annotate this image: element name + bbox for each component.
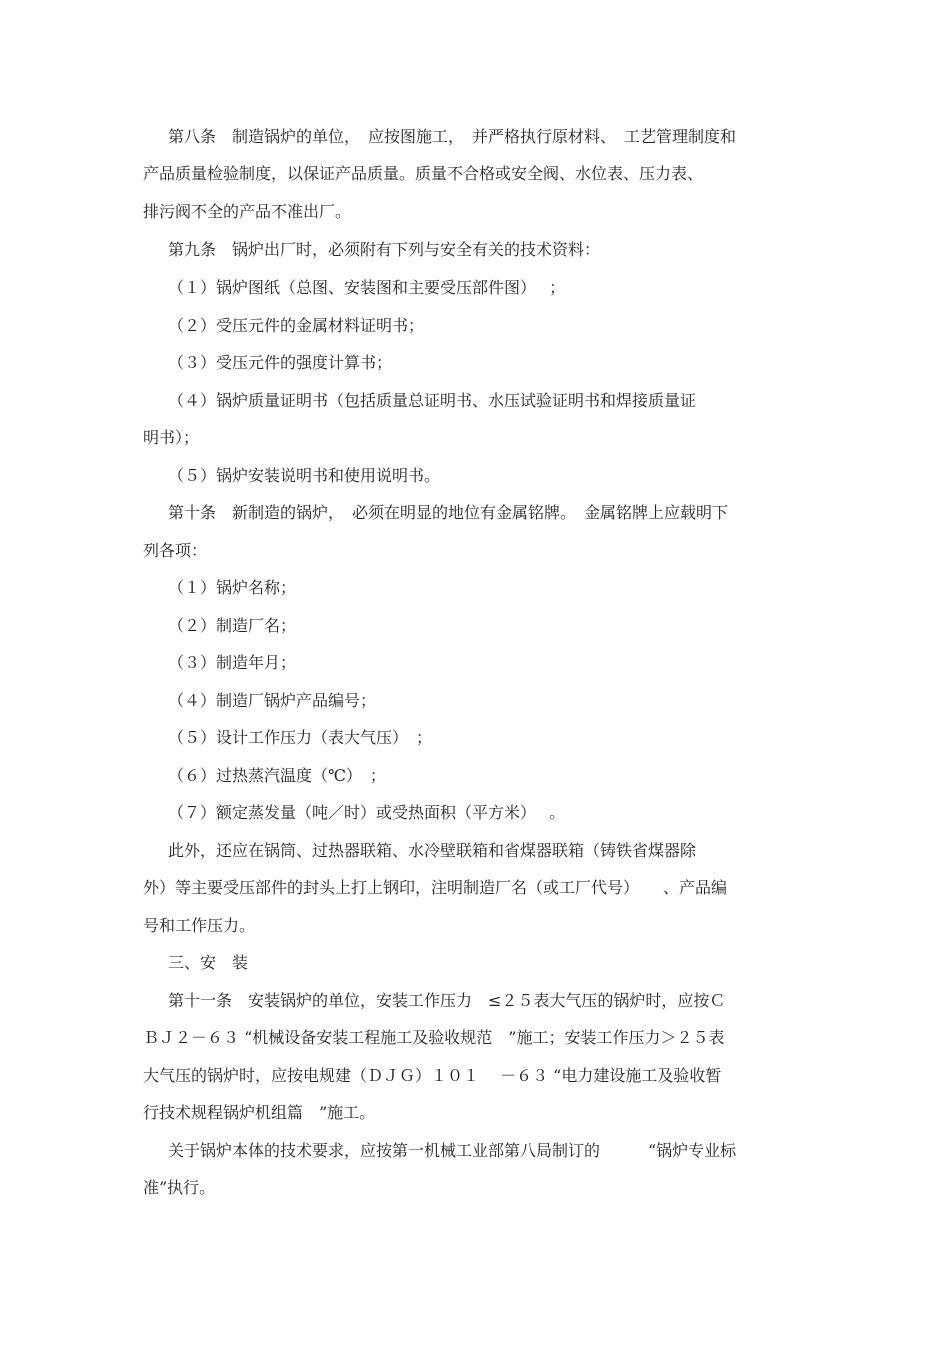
article-11-line-2: ＢＪ２－６３ “机械设备安装工程施工及验收规范 ”施工；安装工作压力＞２５表	[143, 1028, 725, 1047]
article-11-line-4: 行技术规程锅炉机组篇 ”施工。	[143, 1103, 376, 1122]
article-10-line-1: 第十条 新制造的锅炉， 必须在明显的地位有金属铭牌。 金属铭牌上应载明下	[168, 503, 729, 522]
additional-line-3: 号和工作压力。	[143, 916, 256, 935]
article-8-line-3: 排污阀不全的产品不准出厂。	[143, 202, 352, 221]
article-9-item-3: （３）受压元件的强度计算书；	[168, 353, 393, 372]
article-10-item-3: （３）制造年月；	[168, 653, 297, 672]
article-8-line-1: 第八条 制造锅炉的单位， 应按图施工， 并严格执行原材料、 工艺管理制度和	[168, 127, 737, 146]
article-10-item-5: （５）设计工作压力（表大气压） ；	[168, 728, 433, 747]
additional-line-1: 此外，还应在锅筒、过热器联箱、水冷壁联箱和省煤器联箱（铸铁省煤器除	[168, 841, 697, 860]
article-8-line-2: 产品质量检验制度，以保证产品质量。质量不合格或安全阀、水位表、压力表、	[143, 164, 704, 183]
article-9-item-4-line-1: （４）锅炉质量证明书（包括质量总证明书、水压试验证明书和焊接质量证	[168, 391, 697, 410]
boiler-requirements-line-1: 关于锅炉本体的技术要求，应按第一机械工业部第八局制订的 “锅炉专业标	[168, 1141, 737, 1160]
section-3-heading: 三、安 装	[168, 953, 249, 972]
article-10-item-1: （１）锅炉名称；	[168, 578, 297, 597]
additional-line-2: 外）等主要受压部件的封头上打上钢印，注明制造厂名（或工厂代号） 、产品编	[143, 878, 728, 897]
boiler-requirements-line-2: 准”执行。	[143, 1178, 216, 1197]
article-11-line-3: 大气压的锅炉时，应按电规建（ＤＪＧ）１０１ －６３ “电力建设施工及验收暂	[143, 1066, 722, 1085]
article-9-item-2: （２）受压元件的金属材料证明书；	[168, 316, 425, 335]
article-9-item-4-line-2: 明书）；	[143, 428, 200, 447]
article-10-line-2: 列各项：	[143, 541, 208, 560]
article-9-item-1: （１）锅炉图纸（总图、安装图和主要受压部件图） ；	[168, 278, 566, 297]
article-9-item-5: （５）锅炉安装说明书和使用说明书。	[168, 466, 441, 485]
article-10-item-2: （２）制造厂名；	[168, 616, 297, 635]
article-11-line-1: 第十一条 安装锅炉的单位，安装工作压力 ≤２５表大气压的锅炉时，应按Ｃ	[168, 991, 726, 1010]
article-10-item-7: （７）额定蒸发量（吨／时）或受热面积（平方米） 。	[168, 803, 566, 822]
article-10-item-6: （６）过热蒸汽温度（℃） ；	[168, 766, 386, 785]
article-10-item-4: （４）制造厂锅炉产品编号；	[168, 691, 377, 710]
article-9-heading: 第九条 锅炉出厂时，必须附有下列与安全有关的技术资料：	[168, 240, 601, 259]
